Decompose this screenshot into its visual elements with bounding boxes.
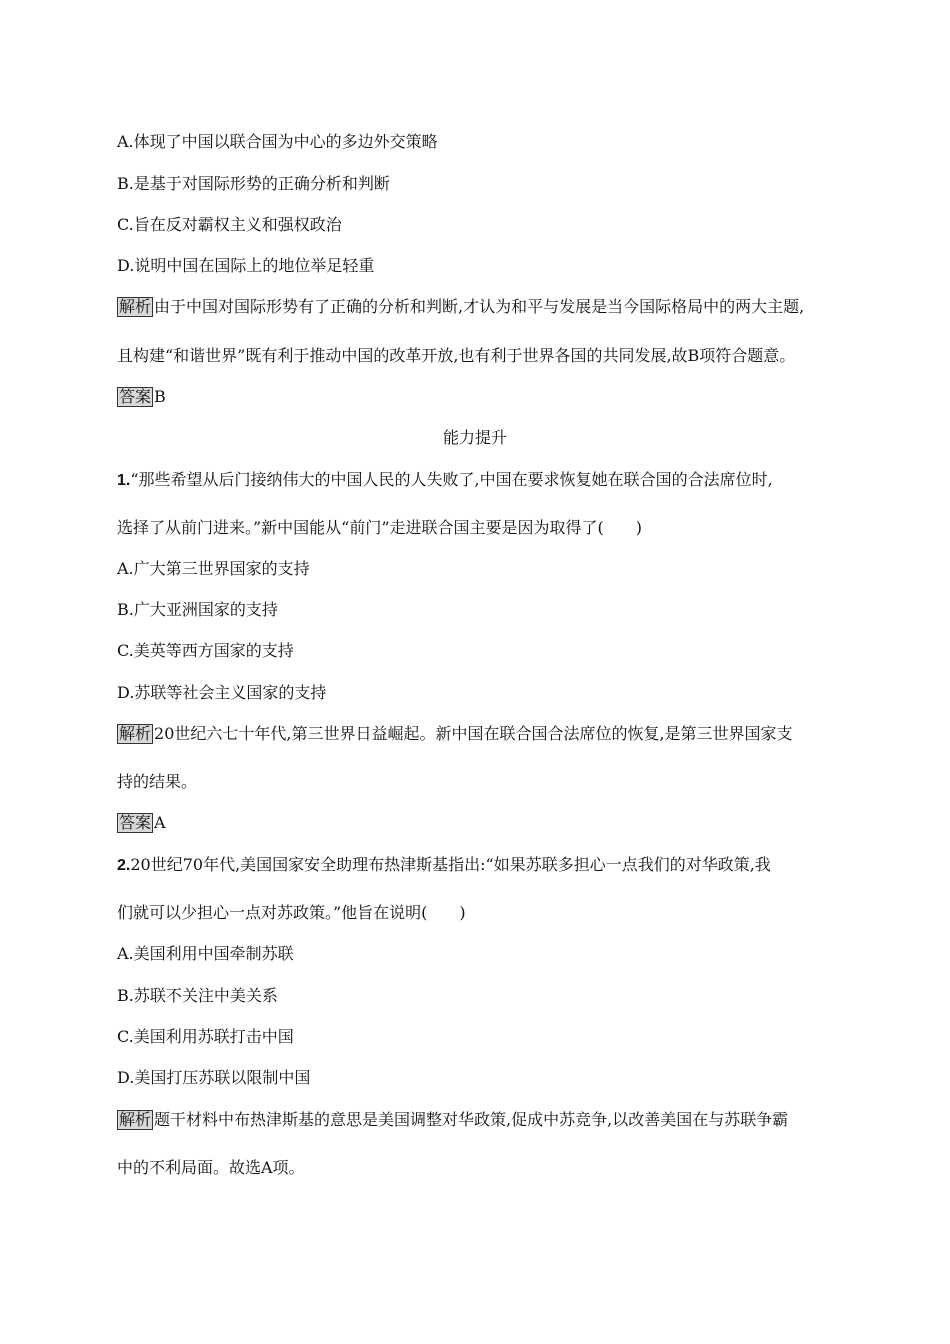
q1-option-d: D.苏联等社会主义国家的支持	[117, 683, 327, 702]
q2-stem-text: 20世纪70年代,美国国家安全助理布热津斯基指出:“如果苏联多担心一点我们的对华政策,我	[130, 855, 771, 874]
answer-value: B	[154, 387, 166, 406]
q2-option-d: D.美国打压苏联以限制中国	[117, 1068, 311, 1087]
q2-number: 2.	[117, 857, 131, 874]
answer-value: A	[154, 813, 166, 832]
answer-tag: 答案	[119, 387, 152, 406]
q1-option-b: B.广大亚洲国家的支持	[117, 600, 278, 619]
q1-answer	[117, 813, 166, 833]
q2-analysis-cont: 中的不利局面。故选A项。	[117, 1158, 305, 1177]
q1-number: 1.	[117, 472, 131, 489]
prev-option-c: C.旨在反对霸权主义和强权政治	[117, 215, 342, 234]
prev-option-b: B.是基于对国际形势的正确分析和判断	[117, 174, 390, 193]
analysis-text: 20世纪六七十年代,第三世界日益崛起。新中国在联合国合法席位的恢复,是第三世界国家支	[154, 724, 793, 743]
prev-analysis-cont: 且构建“和谐世界”既有利于推动中国的改革开放,也有利于世界各国的共同发展,故B项符合题意。	[117, 346, 796, 365]
q1-analysis	[117, 724, 793, 744]
analysis-text: 由于中国对国际形势有了正确的分析和判断,才认为和平与发展是当今国际格局中的两大主题,	[154, 297, 805, 316]
q2-stem	[117, 855, 771, 876]
prev-option-a: A.体现了中国以联合国为中心的多边外交策略	[117, 132, 438, 151]
section-title: 能力提升	[442, 428, 507, 447]
q1-option-a: A.广大第三世界国家的支持	[117, 559, 310, 578]
q1-stem	[117, 470, 773, 491]
q1-stem-text: “那些希望从后门接纳伟大的中国人民的人失败了,中国在要求恢复她在联合国的合法席位时,	[130, 470, 773, 489]
q2-stem-cont: 们就可以少担心一点对苏政策。”他旨在说明( )	[117, 903, 466, 922]
q1-option-c: C.美英等西方国家的支持	[117, 641, 294, 660]
q2-option-a: A.美国利用中国牵制苏联	[117, 944, 294, 963]
q2-option-c: C.美国利用苏联打击中国	[117, 1027, 294, 1046]
analysis-tag: 解析	[119, 1110, 152, 1129]
prev-answer	[117, 387, 166, 407]
analysis-tag: 解析	[119, 297, 152, 316]
answer-tag: 答案	[119, 813, 152, 832]
prev-analysis	[117, 297, 804, 317]
q2-analysis	[117, 1110, 788, 1130]
q1-stem-cont: 选择了从前门进来。”新中国能从“前门”走进联合国主要是因为取得了( )	[117, 518, 643, 537]
prev-option-d: D.说明中国在国际上的地位举足轻重	[117, 256, 375, 275]
analysis-text: 题干材料中布热津斯基的意思是美国调整对华政策,促成中苏竞争,以改善美国在与苏联争霸	[154, 1110, 789, 1129]
analysis-tag: 解析	[119, 724, 152, 743]
q2-option-b: B.苏联不关注中美关系	[117, 986, 278, 1005]
q1-analysis-cont: 持的结果。	[117, 772, 198, 791]
